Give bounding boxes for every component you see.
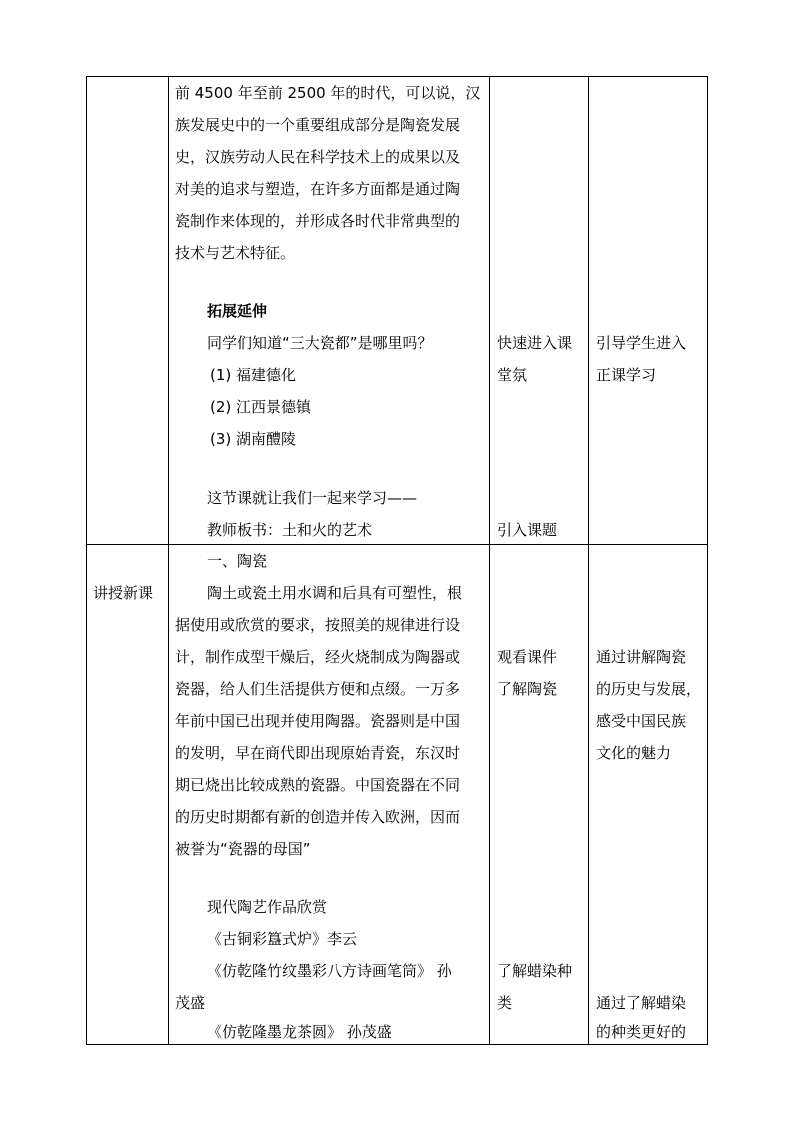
student-activity: 观看课件 — [497, 648, 558, 666]
table-border-bottom — [86, 1044, 708, 1045]
student-activity: 快速进入课 — [497, 334, 573, 352]
paragraph-line: 的历史时期都有新的创造并传入欧洲，因而 — [175, 808, 461, 826]
design-intent: 文化的魅力 — [596, 744, 672, 762]
paragraph-line: 被誉为“瓷器的母国” — [175, 840, 311, 858]
paragraph-line: 期已烧出比较成熟的瓷器。中国瓷器在不同 — [175, 776, 461, 794]
paragraph-line: 瓷器，给人们生活提供方便和点缀。一万多 — [175, 680, 461, 698]
table-border-top — [86, 76, 708, 77]
table-divider-1 — [168, 76, 169, 1045]
paragraph-line: 计，制作成型干燥后，经火烧制成为陶器或 — [175, 648, 461, 666]
work-title: 《仿乾隆竹纹墨彩八方诗画笔筒》 孙 — [207, 962, 452, 980]
work-title: 《古铜彩簋式炉》李云 — [207, 930, 358, 948]
table-divider-2 — [489, 76, 490, 1045]
paragraph-line: 陶土或瓷土用水调和后具有可塑性，根 — [207, 584, 463, 602]
intro-line: 瓷制作来体现的，并形成各时代非常典型的 — [175, 212, 461, 230]
student-activity: 了解蜡染种 — [497, 962, 573, 980]
transition-text: 这节课就让我们一起来学习—— — [207, 489, 418, 507]
option-item: (3) 湖南醴陵 — [210, 430, 297, 448]
works-heading: 现代陶艺作品欣赏 — [207, 898, 328, 916]
intro-line: 族发展史中的一个重要组成部分是陶瓷发展 — [175, 116, 461, 134]
student-activity: 引入课题 — [497, 521, 558, 539]
option-item: (1) 福建德化 — [210, 366, 297, 384]
work-title: 《仿乾隆墨龙茶圆》 孙茂盛 — [207, 1023, 392, 1041]
table-row-divider — [86, 544, 708, 545]
section-heading: 一、陶瓷 — [207, 552, 268, 570]
extension-heading: 拓展延伸 — [207, 302, 268, 320]
intro-line: 前 4500 年至前 2500 年的时代，可以说，汉 — [175, 84, 481, 102]
paragraph-line: 据使用或欣赏的要求，按照美的规律进行设 — [175, 616, 461, 634]
stage-label: 讲授新课 — [93, 584, 154, 602]
paragraph-line: 的发明，早在商代即出现原始青瓷，东汉时 — [175, 744, 461, 762]
design-intent: 引导学生进入 — [596, 334, 687, 352]
table-border-right — [707, 76, 708, 1045]
work-title: 茂盛 — [175, 994, 206, 1012]
table-border-left — [86, 76, 87, 1045]
student-activity: 了解陶瓷 — [497, 680, 558, 698]
design-intent: 正课学习 — [596, 366, 657, 384]
student-activity: 类 — [497, 994, 513, 1012]
design-intent: 的种类更好的 — [596, 1023, 687, 1041]
student-activity: 堂氛 — [497, 366, 528, 384]
board-text: 教师板书：土和火的艺术 — [207, 521, 373, 539]
intro-line: 技术与艺术特征。 — [175, 244, 296, 262]
design-intent: 的历史与发展， — [596, 680, 702, 698]
table-divider-3 — [588, 76, 589, 1045]
design-intent: 通过讲解陶瓷 — [596, 648, 687, 666]
intro-line: 对美的追求与塑造，在许多方面都是通过陶 — [175, 180, 461, 198]
option-item: (2) 江西景德镇 — [210, 398, 312, 416]
design-intent: 感受中国民族 — [596, 712, 687, 730]
intro-line: 史，汉族劳动人民在科学技术上的成果以及 — [175, 148, 461, 166]
design-intent: 通过了解蜡染 — [596, 994, 687, 1012]
paragraph-line: 年前中国已出现并使用陶器。瓷器则是中国 — [175, 712, 461, 730]
extension-question: 同学们知道“三大瓷都”是哪里吗？ — [207, 334, 433, 352]
